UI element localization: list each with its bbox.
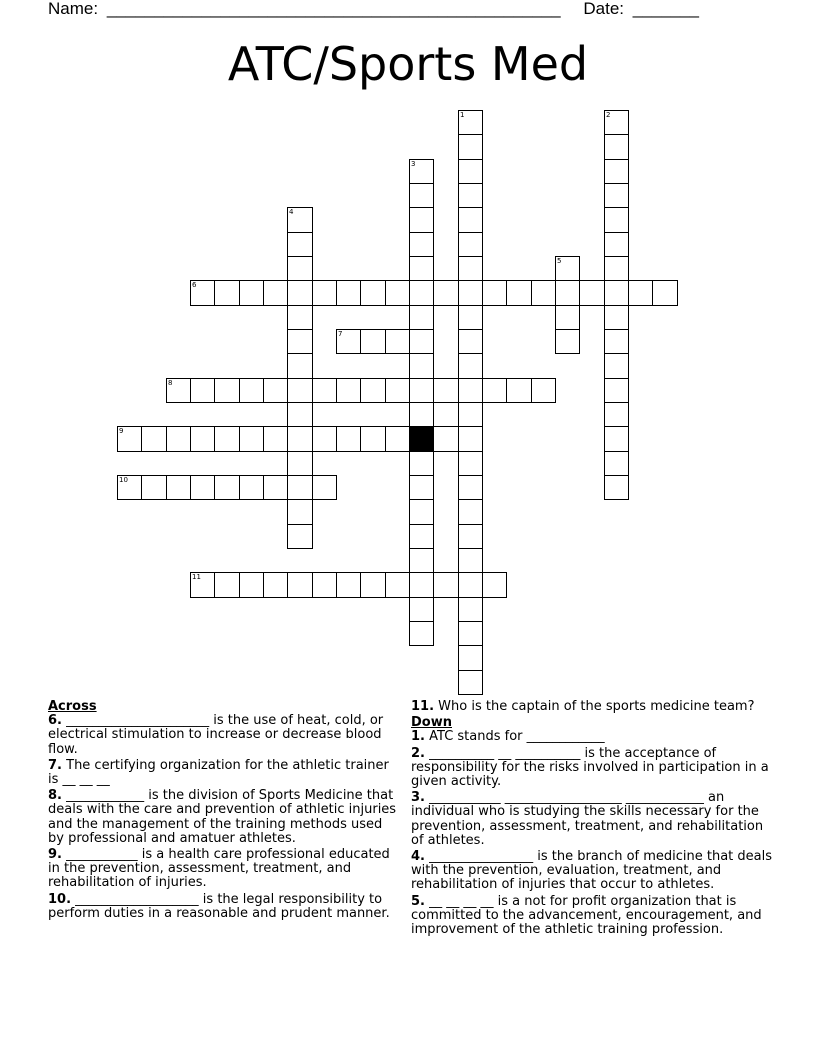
name-label: Name: (48, 0, 99, 18)
grid-cell[interactable] (336, 329, 361, 354)
grid-cell[interactable] (458, 207, 483, 233)
grid-cell[interactable] (287, 475, 313, 500)
grid-cell[interactable] (555, 329, 580, 354)
clue-number-label: 1 (460, 111, 465, 119)
grid-cell[interactable] (604, 402, 629, 427)
clue-number: 6. (48, 713, 62, 729)
grid-cell[interactable] (336, 572, 361, 598)
grid-cell[interactable] (409, 280, 434, 306)
grid-cell[interactable] (458, 572, 483, 598)
grid-cell[interactable] (458, 305, 483, 330)
grid-cell[interactable] (166, 475, 191, 500)
grid-cell[interactable] (385, 329, 410, 354)
grid-cell[interactable] (287, 207, 313, 233)
grid-cell[interactable] (409, 548, 434, 573)
grid-cell[interactable] (458, 548, 483, 573)
grid-cell[interactable] (287, 426, 313, 452)
clue-number: 2. (411, 745, 425, 761)
clue-number: 4. (411, 849, 425, 865)
grid-cell[interactable] (604, 305, 629, 330)
clue-text: ________________ is the branch of medicine that deals with the prevention, evaluation, treatment, and rehabilitation of injuries that occur to athletes. (411, 849, 773, 893)
grid-cell[interactable] (604, 329, 629, 354)
grid-cell[interactable] (385, 426, 410, 452)
grid-cell[interactable] (604, 183, 629, 208)
grid-cell[interactable] (287, 451, 313, 476)
grid-cell[interactable] (409, 207, 434, 233)
clue-number-label: 9 (119, 427, 124, 435)
grid-cell[interactable] (360, 329, 386, 354)
grid-cell[interactable] (141, 426, 167, 452)
clue-number: 3. (411, 790, 425, 806)
grid-cell[interactable] (433, 572, 459, 598)
grid-cell[interactable] (409, 621, 434, 646)
clue-text: ____________ is the division of Sports Medicine that deals with the care and prevention of athletic injuries and the management of the training methods used by professional and amatuer athletes. (48, 788, 397, 846)
grid-cell[interactable] (287, 499, 313, 525)
clue-across-7 (48, 759, 398, 787)
grid-cell[interactable] (360, 280, 386, 306)
grid-cell[interactable] (604, 159, 629, 184)
clue-number-label: 2 (606, 111, 611, 119)
grid-cell[interactable] (287, 256, 313, 281)
clue-text: ___________________ is the legal responsibility to perform duties in a reasonable and prudent manner. (48, 891, 390, 921)
grid-cell[interactable] (287, 524, 313, 549)
grid-cell[interactable] (482, 572, 507, 598)
grid-cell[interactable] (263, 475, 288, 500)
grid-cell[interactable] (336, 378, 361, 403)
clue-text: Who is the captain of the sports medicine team? (438, 699, 755, 714)
grid-cell[interactable] (190, 280, 215, 306)
grid-cell[interactable] (458, 402, 483, 427)
clue-number-label: 3 (411, 160, 416, 168)
grid-cell[interactable] (604, 475, 629, 500)
grid-cell[interactable] (433, 378, 459, 403)
clue-text: ATC stands for ____________ (429, 729, 605, 745)
grid-cell[interactable] (287, 329, 313, 354)
clue-number: 9. (48, 847, 62, 863)
clue-number-label: 8 (168, 379, 173, 387)
grid-cell[interactable] (433, 280, 459, 306)
clue-number: 1. (411, 729, 425, 745)
grid-cell[interactable] (458, 232, 483, 257)
grid-cell[interactable] (409, 353, 434, 379)
grid-cell[interactable] (458, 329, 483, 354)
grid-cell[interactable] (506, 280, 532, 306)
clue-text: __________ __ __________ is the acceptance of responsibility for the risks involved in participation in a given activity. (411, 745, 769, 790)
grid-cell[interactable] (604, 426, 629, 452)
clue-number-label: 10 (119, 476, 128, 484)
grid-cell[interactable] (458, 353, 483, 379)
grid-cell[interactable] (360, 426, 386, 452)
grid-cell[interactable] (336, 426, 361, 452)
grid-cell[interactable] (579, 280, 605, 306)
grid-cell[interactable] (385, 572, 410, 598)
grid-cell[interactable] (287, 280, 313, 306)
grid-cell[interactable] (604, 256, 629, 281)
clue-across-8 (48, 789, 398, 846)
clue-number-label: 4 (289, 208, 294, 216)
grid-cell[interactable] (287, 305, 313, 330)
grid-cell[interactable] (190, 378, 215, 403)
grid-cell[interactable] (628, 280, 653, 306)
name-field[interactable]: ________________________________________________ (106, 0, 561, 18)
date-field[interactable]: _______ (632, 0, 699, 18)
grid-cell[interactable] (117, 475, 142, 500)
grid-cell[interactable] (458, 378, 483, 403)
grid-cell[interactable] (531, 378, 556, 403)
grid-cell[interactable] (458, 524, 483, 549)
grid-cell[interactable] (239, 280, 264, 306)
grid-cell[interactable] (458, 499, 483, 525)
grid-cell[interactable] (312, 572, 337, 598)
grid-cell[interactable] (263, 572, 288, 598)
grid-cell[interactable] (287, 353, 313, 379)
clue-down-5 (411, 895, 776, 938)
clue-number: 5. (411, 893, 425, 909)
clue-number-label: 7 (338, 330, 343, 338)
grid-cell[interactable] (190, 426, 215, 452)
grid-cell[interactable] (458, 670, 483, 695)
grid-cell[interactable] (604, 353, 629, 379)
across-heading: Across (48, 699, 97, 714)
grid-cell[interactable] (239, 426, 264, 452)
grid-cell[interactable] (482, 280, 507, 306)
clue-down-1 (411, 730, 776, 744)
grid-cell[interactable] (604, 451, 629, 476)
grid-cell[interactable] (458, 159, 483, 184)
grid-cell[interactable] (409, 524, 434, 549)
grid-cell[interactable] (409, 232, 434, 257)
grid-cell[interactable] (409, 475, 434, 500)
grid-cell[interactable] (555, 305, 580, 330)
grid-cell[interactable] (263, 378, 288, 403)
grid-cell[interactable] (312, 426, 337, 452)
clue-number-label: 6 (192, 281, 197, 289)
grid-cell[interactable] (531, 280, 556, 306)
grid-cell[interactable] (458, 183, 483, 208)
grid-cell[interactable] (239, 572, 264, 598)
clue-number: 8. (48, 788, 62, 804)
grid-cell[interactable] (287, 232, 313, 257)
clue-text: ___________ __________________ ____________ an individual who is studying the skills necessary for the prevention, assessment, treatment, and rehabilitation of athletes. (411, 790, 764, 848)
clue-across-11 (411, 700, 776, 714)
grid-cell[interactable] (214, 378, 240, 403)
grid-cell[interactable] (604, 232, 629, 257)
grid-cell[interactable] (287, 378, 313, 403)
grid-cell[interactable] (312, 378, 337, 403)
grid-cell[interactable] (214, 426, 240, 452)
clue-across-10 (48, 893, 398, 921)
grid-cell[interactable] (409, 256, 434, 281)
grid-cell[interactable] (555, 256, 580, 281)
grid-cell[interactable] (360, 378, 386, 403)
grid-cell[interactable] (214, 280, 240, 306)
clues-column-right (411, 700, 776, 939)
black-cell (409, 426, 434, 452)
clue-across-9 (48, 848, 398, 891)
grid-cell[interactable] (604, 280, 629, 306)
clue-number-label: 5 (557, 257, 562, 265)
grid-cell[interactable] (482, 378, 507, 403)
grid-cell[interactable] (287, 572, 313, 598)
grid-cell[interactable] (555, 280, 580, 306)
grid-cell[interactable] (409, 451, 434, 476)
grid-cell[interactable] (652, 280, 678, 306)
grid-cell[interactable] (458, 451, 483, 476)
grid-cell[interactable] (166, 426, 191, 452)
grid-cell[interactable] (409, 499, 434, 525)
grid-cell[interactable] (458, 597, 483, 622)
grid-cell[interactable] (312, 280, 337, 306)
clues-column-left (48, 700, 398, 923)
clue-text: ______________________ is the use of heat, cold, or electrical stimulation to increase or decrease blood flow. (48, 713, 384, 757)
clue-down-2 (411, 747, 776, 790)
grid-cell[interactable] (409, 572, 434, 598)
grid-cell[interactable] (287, 402, 313, 427)
grid-cell[interactable] (433, 426, 459, 452)
grid-cell[interactable] (409, 597, 434, 622)
grid-cell[interactable] (604, 207, 629, 233)
grid-cell[interactable] (263, 426, 288, 452)
grid-cell[interactable] (409, 329, 434, 354)
grid-cell[interactable] (360, 572, 386, 598)
grid-cell[interactable] (604, 110, 629, 135)
date-label: Date: (583, 0, 625, 18)
grid-cell[interactable] (458, 110, 483, 135)
grid-cell[interactable] (458, 475, 483, 500)
clue-text: __ __ __ __ is a not for profit organization that is committed to the advancement, encouragement, and improvement of the athletic training profession. (411, 893, 762, 938)
page-title: ATC/Sports Med (227, 37, 589, 91)
grid-cell[interactable] (336, 280, 361, 306)
grid-cell[interactable] (458, 256, 483, 281)
grid-cell[interactable] (458, 134, 483, 160)
grid-cell[interactable] (239, 475, 264, 500)
grid-cell[interactable] (141, 475, 167, 500)
grid-cell[interactable] (263, 280, 288, 306)
grid-cell[interactable] (214, 475, 240, 500)
grid-cell[interactable] (117, 426, 142, 452)
clue-across-6 (48, 714, 398, 757)
grid-cell[interactable] (239, 378, 264, 403)
clue-number: 7. (48, 757, 62, 773)
clue-down-3 (411, 791, 776, 848)
grid-cell[interactable] (409, 305, 434, 330)
grid-cell[interactable] (409, 183, 434, 208)
clue-number: 11. (411, 699, 435, 714)
grid-cell[interactable] (604, 378, 629, 403)
clue-down-4 (411, 850, 776, 893)
grid-cell[interactable] (385, 280, 410, 306)
grid-cell[interactable] (190, 572, 215, 598)
clue-number: 10. (48, 891, 72, 907)
grid-cell[interactable] (312, 475, 337, 500)
grid-cell[interactable] (506, 378, 532, 403)
grid-cell[interactable] (166, 378, 191, 403)
grid-cell[interactable] (458, 280, 483, 306)
grid-cell[interactable] (190, 475, 215, 500)
grid-cell[interactable] (458, 645, 483, 671)
down-heading: Down (411, 715, 452, 731)
clue-text: ___________ is a health care professional educated in the prevention, assessment, treatment, and rehabilitation of injuries. (48, 847, 390, 891)
grid-cell[interactable] (385, 378, 410, 403)
grid-cell[interactable] (604, 134, 629, 160)
clue-text: The certifying organization for the athletic trainer is __ __ __ (48, 757, 389, 788)
grid-cell[interactable] (214, 572, 240, 598)
grid-cell[interactable] (409, 402, 434, 427)
grid-cell[interactable] (458, 621, 483, 646)
grid-cell[interactable] (458, 426, 483, 452)
grid-cell[interactable] (409, 159, 434, 184)
clue-number-label: 11 (192, 573, 201, 581)
grid-cell[interactable] (409, 378, 434, 403)
